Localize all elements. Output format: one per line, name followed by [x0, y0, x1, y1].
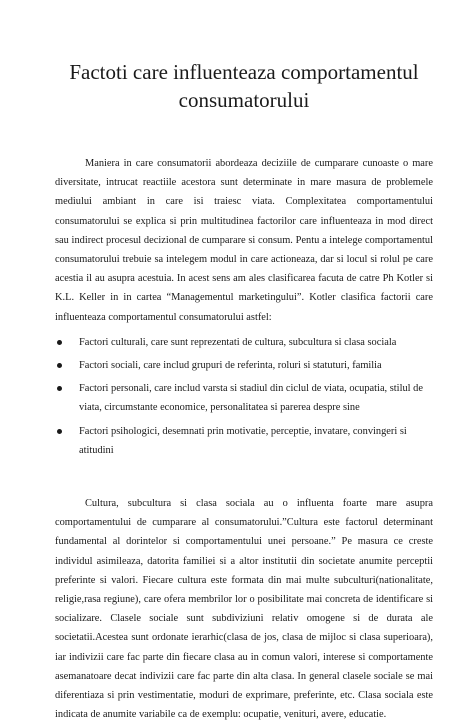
list-item [79, 333, 433, 356]
list-item [79, 422, 433, 464]
list-item-text: Factori psihologici, desemnati prin motivatie, perceptie, invatare, convingeri si atitudini [79, 425, 407, 456]
list-item-text: Factori culturali, care sunt reprezentati de cultura, subcultura si clasa sociala [79, 336, 397, 348]
list-item [79, 379, 433, 421]
bullet-icon [57, 386, 62, 391]
culture-paragraph: Cultura, subcultura si clasa sociala au o influenta foarte mare asupra comportamentului de cumparare al consumatorului.”Cultura este factorul determinant fundamental al dorintelor si comportamentului unei persoane.” Pe masura ce creste individul asimileaza, datorita familiei si a altor institutii din societate anumite perceptii preferinte si valori. Fiecare cultura este formata din mai multe subculturi(nationalitate, religie,rasa regiune), care ofera membrilor lor o posibilitate mai concreta de identificare si socializare. Clasele sociale sunt subdiviziuni relativ omogene si de durata ale societatii.Acestea sunt ordonate ierarhic(clasa de jos, clasa de mijloc si clasa superioara), iar indivizii care fac parte din fiecare clasa au in comun valori, interese si comportamente asemanatoare decat indivizii care fac parte din alta clasa. In general clasele sociale se mai diferentiaza si prin vestimentatie, moduri de exprimare, preferinte, etc. Clasa sociala este indicata de anumite variabile ca de exemplu: ocupatie, venituri, avere, educatie. [55, 498, 433, 721]
list-item [79, 356, 433, 379]
section-spacer [55, 464, 433, 494]
bullet-icon [57, 429, 62, 434]
document-title: Factoti care influenteaza comportamentul consumatorului [69, 60, 419, 112]
list-item-text: Factori personali, care includ varsta si stadiul din ciclul de viata, ocupatia, stilul de viata, circumstante economice, personalitatea si parerea despre sine [79, 383, 423, 414]
intro-paragraph: Maniera in care consumatorii abordeaza deciziile de cumparare cunoaste o mare diversitate, intrucat reactiile acestora sunt determinate in mare masura de problemele mediului ambiant in care isi traiesc viata. Complexitatea comportamentului consumatorului se explica si prin multitudinea factorilor care influenteaza in mod direct sau indirect procesul decizional de cumparare si consum. Pentu a intelege comportamentul consumatorului trebuie sa intelegem modul in care actioneaza, dar si locul si rolul pe care acestia il au asupra acestuia. In acest sens am ales clasificarea facuta de catre Ph Kotler si K.L. Keller in in cartea “Managementul marketingului”. Kotler clasifica factorii care influenteaza comportamentul consumatorului astfel: [55, 158, 433, 323]
bullet-icon [57, 363, 62, 368]
list-item-text: Factori sociali, care includ grupuri de referinta, roluri si statuturi, familia [79, 360, 382, 372]
factors-list [55, 333, 433, 464]
bullet-icon [57, 340, 62, 345]
